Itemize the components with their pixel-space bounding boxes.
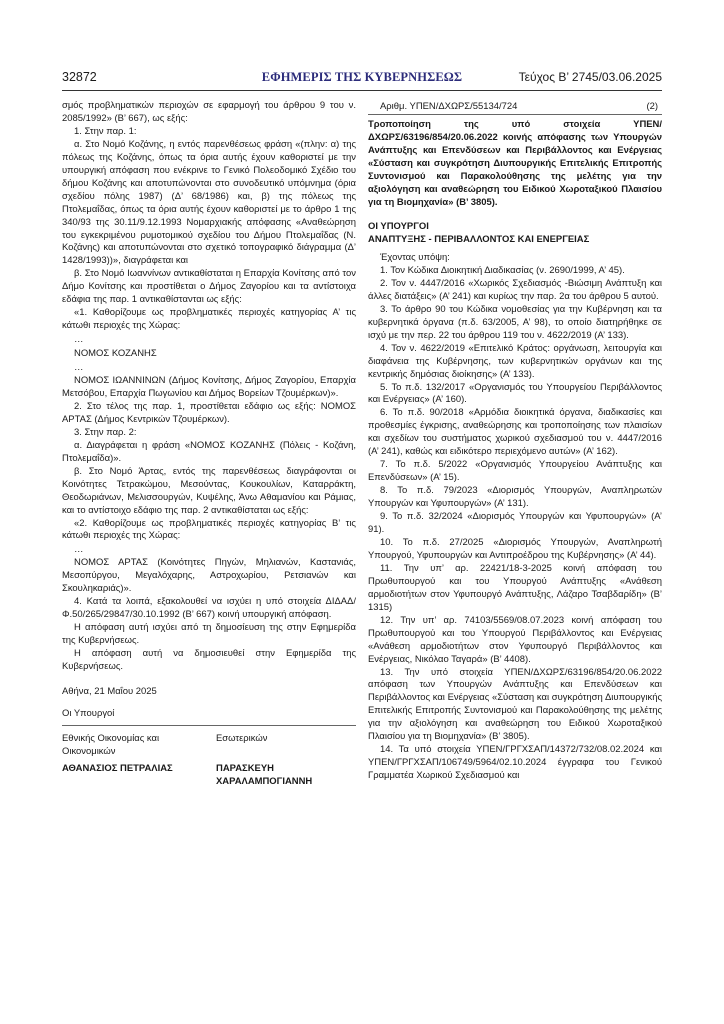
decision-number: Αριθμ. ΥΠΕΝ/ΔΧΩΡΣ/55134/724 xyxy=(380,101,518,112)
ministers-title: Οι Υπουργοί xyxy=(62,707,115,719)
paragraph: Η απόφαση αυτή ισχύει από τη δημοσίευση της στην Εφημερίδα της Κυβερνήσεως. xyxy=(62,622,356,647)
list-item: 13. Την υπό στοιχεία ΥΠΕΝ/ΔΧΩΡΣ/63196/854/20.06.2022 απόφαση των Υπουργών Ανάπτυξης και Επενδύσεων και Περιβάλλοντος και Ενέργειας «Σύσταση και συγκρότηση Διυπουργικής Επιτελικής Επιτροπής Συντονισμού και Παρακολούθησης της μελέτης για την αξιολόγηση και αναθεώρηση του Ειδικού Χωροταξικού Πλαισίου για τη Βιομηχανία» (Β’ 3805). xyxy=(368,666,662,743)
paragraph: «1. Καθορίζουμε ως προβληματικές περιοχές κατηγορίας Α’ τις κάτωθι περιοχές της Χώρας: xyxy=(62,307,356,332)
ellipsis: … xyxy=(74,334,85,346)
signatory xyxy=(216,732,346,788)
list-item: 5. Το π.δ. 132/2017 «Οργανισμός του Υπουργείου Περιβάλλοντος και Ενέργειας» (Α’ 160). xyxy=(368,381,662,406)
ministers-heading: ΟΙ ΥΠΟΥΡΓΟΙ xyxy=(368,221,429,232)
signatory xyxy=(62,732,202,788)
paragraph: σμός προβληματικών περιοχών σε εφαρμογή του άρθρου 9 του ν. 2085/1992» (Β’ 667), ως εξής: xyxy=(62,100,356,124)
list-item: 12. Την υπ’ αρ. 74103/5569/08.07.2023 κοινή απόφαση του Πρωθυπουργού και του Υπουργού Περιβάλλοντος και Ενέργειας «Ανάθεση αρμοδιοτήτων στον Υφυπουργό Περιβάλλοντος και Ενέργειας, Νικόλαο Ταγαρά» (Β’ 4408). xyxy=(368,614,662,665)
paragraph: 4. Κατά τα λοιπά, εξακολουθεί να ισχύει η υπό στοιχεία ΔΙΔΑΔ/Φ.50/265/29847/30.10.1992 (Β’ 667) κοινή υπουργική απόφαση. xyxy=(62,596,356,621)
decision-reference xyxy=(368,100,662,113)
paragraph: β. Στο Νομό Ιωαννίνων αντικαθίσταται η Επαρχία Κονίτσης από τον Δήμο Κονίτσης και προστίθεται ο Δήμος Ζαγορίου και τα αντίστοιχα εδάφια της παρ. 1 αντικαθίστανται ως εξής: xyxy=(62,268,356,306)
list-item: 7. Το π.δ. 5/2022 «Οργανισμός Υπουργείου Ανάπτυξης και Επενδύσεων» (Α’ 15). xyxy=(368,459,662,484)
signatory-name: ΠΑΡΑΣΚΕΥΗ ΧΑΡΑΛΑΜΠΟΓΙΑΝΝΗ xyxy=(216,762,313,787)
paragraph: 1. Στην παρ. 1: xyxy=(74,125,137,137)
paragraph: 2. Στο τέλος της παρ. 1, προστίθεται εδάφιο ως εξής: ΝΟΜΟΣ ΑΡΤΑΣ (Δήμος Κεντρικών Τζουμέρκων). xyxy=(62,400,356,425)
list-item: 10. Το π.δ. 27/2025 «Διορισμός Υπουργών, Αναπληρωτή Υπουργού, Υφυπουργών και Αντιπροέδρου της Κυβέρνησης» (Α’ 44). xyxy=(368,536,662,561)
list-item: 1. Τον Κώδικα Διοικητική Διαδικασίας (ν. 2690/1999, Α’ 45). xyxy=(380,264,625,276)
paragraph: 3. Στην παρ. 2: xyxy=(74,426,137,438)
having-regard: Έχοντας υπόψη: xyxy=(380,252,450,263)
list-item: 8. Το π.δ. 79/2023 «Διορισμός Υπουργών, Αναπληρωτών Υπουργών και Υφυπουργών» (Α’ 131). xyxy=(368,485,662,510)
paragraph: Η απόφαση αυτή να δημοσιευθεί στην Εφημερίδα της Κυβερνήσεως. xyxy=(62,648,356,672)
prefecture-kozani: ΝΟΜΟΣ ΚΟΖΑΝΗΣ xyxy=(74,348,157,360)
list-item: 14. Τα υπό στοιχεία ΥΠΕΝ/ΓΡΓΧΣΑΠ/14372/732/08.02.2024 και ΥΠΕΝ/ΓΡΓΧΣΑΠ/106749/5964/02.10.2024 έγγραφα του Γενικού Γραμματέα Χωρικού Σχεδιασμού και xyxy=(368,744,662,782)
paragraph: «2. Καθορίζουμε ως προβληματικές περιοχές κατηγορίας Β’ τις κάτωθι περιοχές της Χώρας: xyxy=(62,517,356,542)
signatory-name: ΑΘΑΝΑΣΙΟΣ ΠΕΤΡΑΛΙΑΣ xyxy=(62,762,173,774)
page-header xyxy=(62,70,662,86)
right-column xyxy=(368,100,662,783)
ministers-heading-ministries: ΑΝΑΠΤΥΞΗΣ - ΠΕΡΙΒΑΛΛΟΝΤΟΣ ΚΑΙ ΕΝΕΡΓΕΙΑΣ xyxy=(368,234,590,245)
gazette-title: ΕΦΗΜΕΡΙΣ ΤΗΣ ΚΥΒΕΡΝΗΣΕΩΣ xyxy=(261,70,463,84)
list-item: 9. Το π.δ. 32/2024 «Διορισμός Υπουργών και Υφυπουργών» (Α’ 91). xyxy=(368,511,662,536)
header-rule xyxy=(62,90,662,91)
paragraph: α. Στο Νομό Κοζάνης, η εντός παρενθέσεως φράση «(πλην: α) της πόλεως της Κοζάνης, όπως τα όρια αυτής έχουν καθοριστεί με την υπουργική απόφαση που ενέκρινε το Γενικό Πολεοδομικό Σχέδιο του δήμου Κοζάνης και αποτυπώνονται στο συνοδευτικό υπόμνημα (όρια σχεδίου πόλης 1987) (Δ’ 68/1986) και, β) της πόλεως της Πτολεμαΐδας, όπως τα όρια αυτής έχουν καθοριστεί με το άρθρο 1 της 340/93 της 30.11/9.12.1993 Νομαρχιακής απόφασης «Αναθεώρηση του εγκεκριμένου ρυμοτομικού σχεδίου του Δήμου Πτολεμαΐδας (Ν. Κοζάνης) και αποτυπώνονται στο σχετικό τοπογραφικό διάγραμμα (Δ’ 1428/1993))», διαγράφεται και xyxy=(62,138,356,267)
signatures xyxy=(62,732,356,788)
ministers-rule xyxy=(62,725,356,726)
page-number: 32872 xyxy=(62,70,97,84)
prefecture-ioannina: ΝΟΜΟΣ ΙΩΑΝΝΙΝΩΝ (Δήμος Κονίτσης, Δήμος Ζαγορίου, Επαρχία Μετσόβου, Επαρχία Πωγωνίου και Δήμος Βορείων Τζουμέρκων)». xyxy=(62,375,356,399)
list-item: 4. Τον ν. 4622/2019 «Επιτελικό Κράτος: οργάνωση, λειτουργία και διαφάνεια της Κυβέρνησης, των κυβερνητικών οργάνων και της κεντρικής δημόσιας διοίκησης» (Α’ 133). xyxy=(368,342,662,380)
signing-date: Αθήνα, 21 Μαΐου 2025 xyxy=(62,685,157,697)
ellipsis: … xyxy=(74,544,85,556)
paragraph: β. Στο Νομό Άρτας, εντός της παρενθέσεως διαγράφονται οι Κοινότητες Τετρακώμου, Μεσούντας, Κουκουλίων, Καταρράκτη, Θεοδωριάνων, Μελισσουργών, Κυψέλης, Άνω Αθαμανίου και Ράμιας, και το αντίστοιχο εδάφιο της παρ. 2 αντικαθίσταται ως εξής: xyxy=(62,465,356,516)
ellipsis: … xyxy=(74,362,85,374)
list-item: 2. Τον ν. 4447/2016 «Χωρικός Σχεδιασμός -Βιώσιμη Ανάπτυξη και άλλες διατάξεις» (Α’ 241) και κυρίως την παρ. 2α του άρθρου 5 αυτού. xyxy=(368,277,662,302)
list-item: 6. Το π.δ. 90/2018 «Αρμόδια διοικητικά όργανα, διαδικασίες και προθεσμίες έγκρισης, αναθεώρησης και τροποποίησης των πλαισίων και σχεδίων του συστήματος χωρικού σχεδιασμού του ν. 4447/2016 (Α’ 241), καθώς και ειδικότερο περιεχόμενο αυτών» (Α’ 162). xyxy=(368,407,662,458)
left-column xyxy=(62,100,356,788)
list-item: 3. Το άρθρο 90 του Κώδικα νομοθεσίας για την Κυβέρνηση και τα κυβερνητικά όργανα (π.δ. 63/2005, Α’ 98), το οποίο διατηρήθηκε σε ισχύ με την περ. 22 του άρθρου 119 του ν. 4622/2019 (Α’ 133). xyxy=(368,303,662,341)
paragraph: α. Διαγράφεται η φράση «ΝΟΜΟΣ ΚΟΖΑΝΗΣ (Πόλεις - Κοζάνη, Πτολεμαΐδα)». xyxy=(62,439,356,464)
list-item: 11. Την υπ’ αρ. 22421/18-3-2025 κοινή απόφαση του Πρωθυπουργού και του Υπουργού Ανάπτυξης «Ανάθεση αρμοδιοτήτων στον Υφυπουργό Ανάπτυξης, Λάζαρο Τσαβδαρίδη» (Β’ 1315) xyxy=(368,562,662,613)
signatory-role: Εσωτερικών xyxy=(216,732,268,744)
decision-rule xyxy=(368,114,662,115)
issue-number: Τεύχος B’ 2745/03.06.2025 xyxy=(518,70,662,84)
decision-index: (2) xyxy=(646,101,658,112)
prefecture-arta: ΝΟΜΟΣ ΑΡΤΑΣ (Κοινότητες Πηγών, Μηλιανών, Καστανιάς, Μεσοπύργου, Μεγαλόχαρης, Αστροχωρίου, Ρετσιανών και Σκουληκαριάς)». xyxy=(62,557,356,595)
decision-title: Τροποποίηση της υπό στοιχεία ΥΠΕΝ/ΔΧΩΡΣ/63196/854/20.06.2022 κοινής απόφασης των Υπουργών Ανάπτυξης και Επενδύσεων και Περιβάλλοντος και Ενέργειας «Σύσταση και συγκρότηση Διυπουργικής Επιτελικής Επιτροπής Συντονισμού και Παρακολούθησης της μελέτης για την αξιολόγηση και αναθεώρηση του Ειδικού Χωροταξικού Πλαισίου για τη Βιομηχανία» (Β’ 3805). xyxy=(368,119,662,208)
signatory-role: Εθνικής Οικονομίας και Οικονομικών xyxy=(62,732,160,757)
